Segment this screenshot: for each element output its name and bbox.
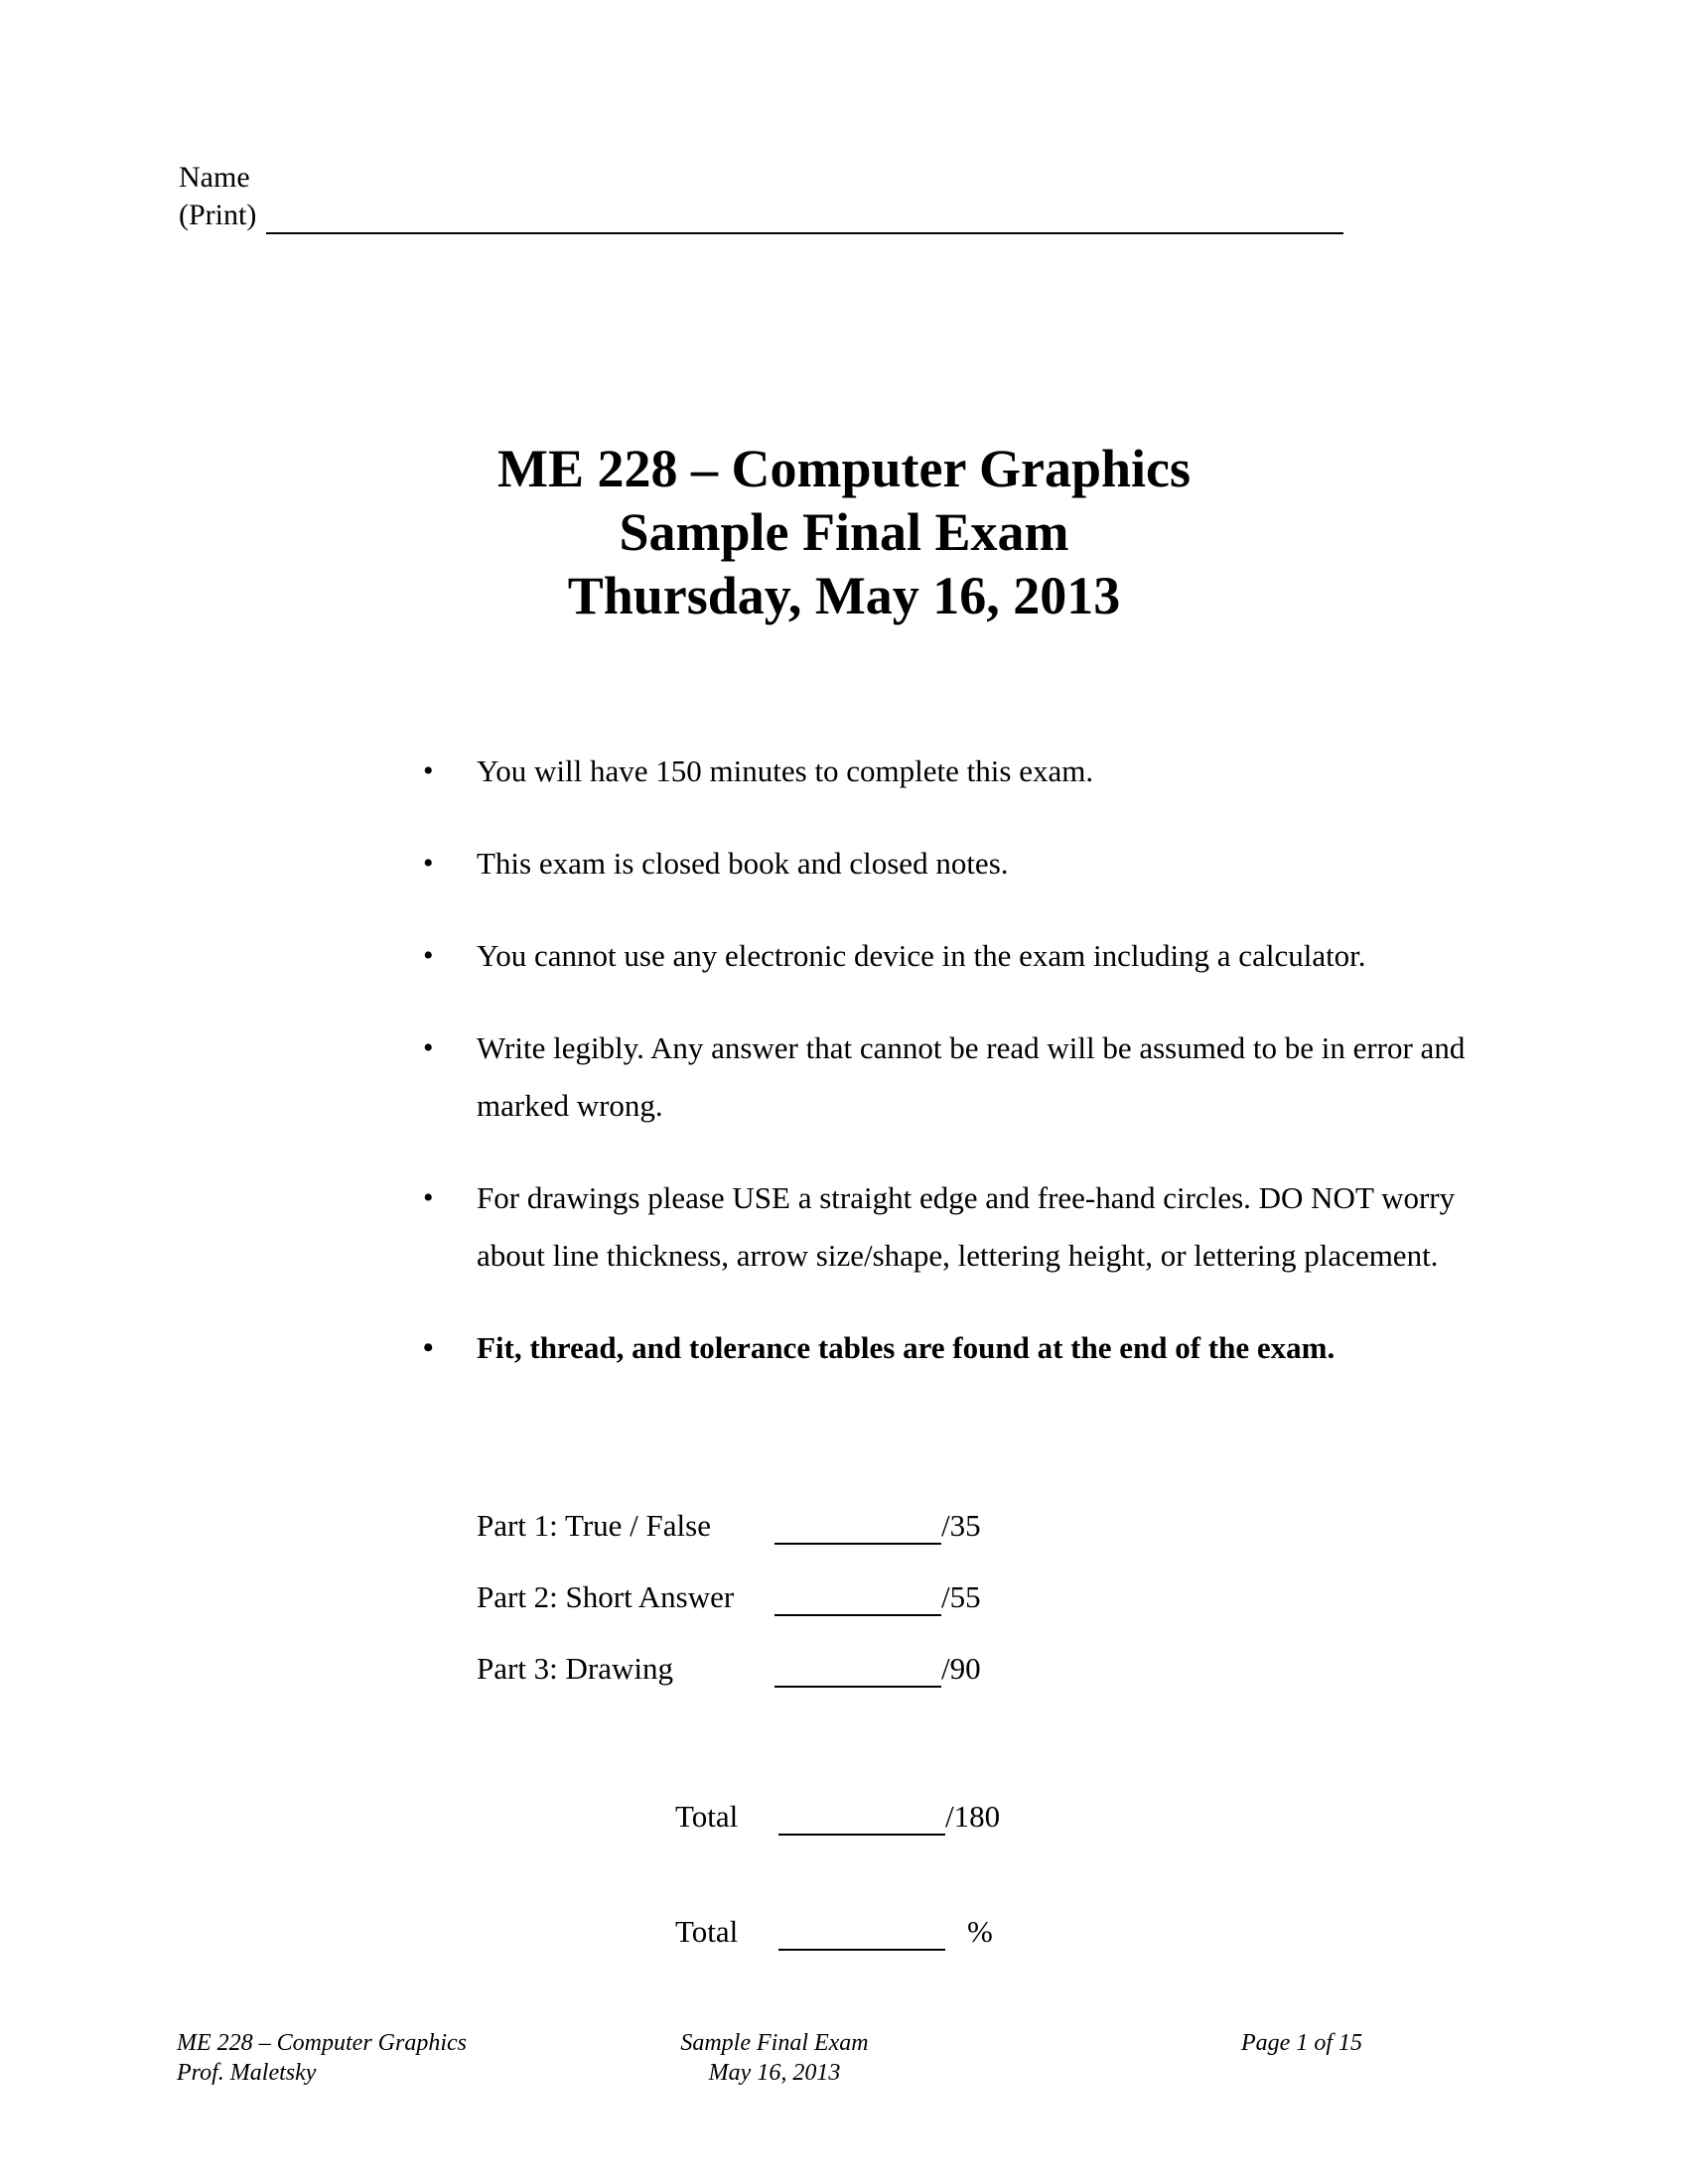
exam-title: [0, 437, 1688, 627]
score-max: /180: [945, 1799, 1001, 1834]
score-label: Part 3: Drawing: [477, 1651, 674, 1686]
score-blank[interactable]: [774, 1652, 941, 1688]
score-label: Total: [675, 1799, 739, 1834]
instruction-item: • You cannot use any electronic device in the exam including a calculator.: [417, 927, 1519, 985]
footer-left: [177, 2028, 467, 2088]
footer-center: [616, 2028, 933, 2088]
score-max: %: [967, 1914, 993, 1949]
score-blank[interactable]: [778, 1915, 945, 1951]
name-print-row: [179, 197, 1343, 234]
footer-date: May 16, 2013: [708, 2060, 841, 2086]
instructions-list: [417, 743, 1519, 1377]
name-label: Name: [179, 161, 250, 194]
exam-date: Thursday, May 16, 2013: [567, 566, 1121, 625]
score-label: Part 1: True / False: [477, 1508, 711, 1543]
page-number: Page 1 of 15: [1241, 2030, 1362, 2056]
print-label: (Print): [179, 199, 257, 231]
score-max: /35: [941, 1508, 981, 1543]
instruction-item: • This exam is closed book and closed notes.: [417, 835, 1519, 892]
score-label: Part 2: Short Answer: [477, 1579, 735, 1614]
score-blank[interactable]: [774, 1509, 941, 1545]
footer-instructor: Prof. Maletsky: [177, 2060, 317, 2086]
instruction-item: • Fit, thread, and tolerance tables are found at the end of the exam.: [417, 1319, 1519, 1377]
score-blank[interactable]: [778, 1800, 945, 1836]
footer-exam: Sample Final Exam: [680, 2030, 869, 2056]
score-blank[interactable]: [774, 1580, 941, 1616]
footer-right: [1241, 2028, 1362, 2058]
footer-course: ME 228 – Computer Graphics: [177, 2030, 467, 2056]
name-header: [179, 159, 1343, 234]
instruction-item: • For drawings please USE a straight edge and free-hand circles. DO NOT worry about line thickness, arrow size/shape, lettering height, or lettering placement.: [417, 1169, 1519, 1285]
score-max: /55: [941, 1579, 981, 1614]
exam-name: Sample Final Exam: [619, 502, 1069, 562]
course-title: ME 228 – Computer Graphics: [497, 439, 1191, 498]
instruction-item: • Write legibly. Any answer that cannot be read will be assumed to be in error and marked wrong.: [417, 1020, 1519, 1135]
score-max: /90: [941, 1651, 981, 1686]
score-label: Total: [675, 1914, 739, 1949]
name-field-line[interactable]: [266, 203, 1343, 234]
instruction-item: • You will have 150 minutes to complete this exam.: [417, 743, 1519, 800]
